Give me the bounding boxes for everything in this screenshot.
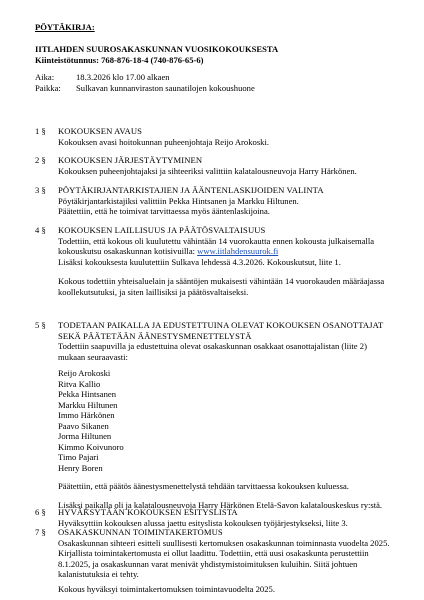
property-id: Kiinteistötunnus: 768-876-18-4 (740-876-65-6) [35,54,204,65]
place-label: Paikka: [35,83,61,93]
participant-name: Pekka Hintsanen [58,389,116,399]
section-heading: KOKOUKSEN JÄRJESTÄYTYMINEN [58,155,203,165]
section-heading: KOKOUKSEN AVAUS [58,126,143,136]
section-number: 5 § [35,320,46,330]
section-number: 4 § [35,225,46,235]
section-text: Hyväksyttiin kokouksen alussa jaettu esityslista kokouksen työjärjestykseksi, liite 3. [58,517,348,528]
section-number: 6 § [35,507,46,517]
section-text: Todettiin, että kokous oli kuulutettu vähintään 14 vuorokautta ennen kokousta julkaisemalla [58,235,375,246]
section-text: Päätettiin, että päätös äänestysmenettelystä tehdään tarvittaessa kokouksen kuluessa. [58,481,349,491]
section-heading: HYVÄKSYTÄÄN KOKOUKSEN ESITYSLISTA [58,507,238,517]
participant-name: Timo Pajari [58,452,99,462]
participant-name: Reijo Arokoski [58,368,111,378]
section-1 [35,126,395,148]
section-text: Päätettiin, että he toimivat tarvittaessa myös ääntenlaskijoina. [58,206,270,216]
section-text: Todettiin saapuvilla ja edustettuina olevat osakaskunnan osakkaat osanottajalistan (liite 2) [58,341,367,351]
time-row [35,72,170,83]
section-heading: SEKÄ PÄÄTETÄÄN ÄÄNESTYSMENETTELYSTÄ [58,330,252,341]
document-title: PÖYTÄKIRJA: [35,22,95,32]
section-2 [35,155,395,177]
section-text: Kokous todettiin yhteisaluelain ja sääntöjen mukaisesti vähintään 14 vuorokauden määräajassa [58,276,385,286]
section-text: Kirjallista toimintakertomusta ei ollut laadittu. Todettiin, että uusi osakaskunta perustettiin [58,548,369,558]
place-row [35,83,255,94]
section-text: 8.1.2025, ja osakaskunnan varat menivät yhdistymistoimituksen kuluihin. Siitä johtuen [58,558,358,569]
participant-name: Kimmo Koivunoro [58,441,124,452]
participant-name: Paavo Sikanen [58,420,109,431]
section-text: Kokouksen puheenjohtajaksi ja sihteeriksi valittiin kalatalousneuvoja Harry Härkönen. [58,165,357,176]
section-text [58,246,403,257]
section-text: Kokous hyväksyi toimintakertomuksen toimintavuodelta 2025. [58,583,275,594]
place-value: Sulkavan kunnanviraston saunatilojen kokoushuone [76,83,255,93]
section-7 [35,527,395,599]
section-heading: OSAKASKUNNAN TOIMINTAKERTOMUS [58,527,223,537]
website-link[interactable]: www.iitlahdensuurok.fi [197,246,279,256]
section-number: 1 § [35,126,46,136]
section-number: 7 § [35,527,46,537]
section-text-prefix: kokouskutsu osakaskunnan kotisivuilla: [58,246,198,256]
section-text: kalanistutuksia ei tehty. [58,569,139,579]
section-5 [35,320,395,510]
participant-name: Markku Hiltunen [58,399,118,410]
section-heading: KOKOUKSEN LAILLISUUS JA PÄÄTÖSVALTAISUUS [58,225,266,235]
participant-list [58,368,403,473]
section-heading: PÖYTÄKIRJANTARKISTAJIEN JA ÄÄNTENLASKIJOIDEN VALINTA [58,185,324,195]
section-text: Lisäksi paikalla oli ja kalatalousneuvoja Harry Härkönen Etelä-Savon kalatalouskeskus ry:stä. [58,499,383,510]
section-text: Osakaskunnan sihteeri esitteli suullisesti kertomuksen osakaskunnan toiminnasta vuodelta 2025. [58,537,390,548]
section-4 [35,225,395,310]
section-text: Kokouksen avasi hoitokunnan puheenjohtaja Reijo Arokoski. [58,136,269,147]
section-3 [35,185,395,217]
time-value: 18.3.2026 klo 17.00 alkaen [76,72,170,82]
section-text: Lisäksi kokouksesta kuulutettiin Sulkava lehdessä 4.3.2026. Kokouskutsut, liite 1. [58,256,341,267]
participant-name: Jorma Hiltunen [58,431,112,441]
section-text: koollekutsutuksi, ja siten laillisiksi ja päätösvaltaiseksi. [58,286,249,297]
participant-name: Henry Boren [58,462,103,473]
section-text: Pöytäkirjantarkistajiksi valittiin Pekka Hintsanen ja Markku Hiltunen. [58,195,299,206]
section-text: mukaan seuraavasti: [58,351,128,362]
section-heading: TODETAAN PAIKALLA JA EDUSTETTUINA OLEVAT KOKOUKSEN OSANOTTAJAT [58,320,384,330]
time-label: Aika: [35,72,55,82]
section-number: 2 § [35,155,46,165]
meeting-header [35,44,278,65]
participant-name: Ritva Kallio [58,378,101,389]
participant-name: Immo Härkönen [58,410,115,420]
section-number: 3 § [35,185,46,195]
meeting-title: IITLAHDEN SUUROSAKASKUNNAN VUOSIKOKOUKSESTA [35,44,279,54]
section-6 [35,507,395,529]
